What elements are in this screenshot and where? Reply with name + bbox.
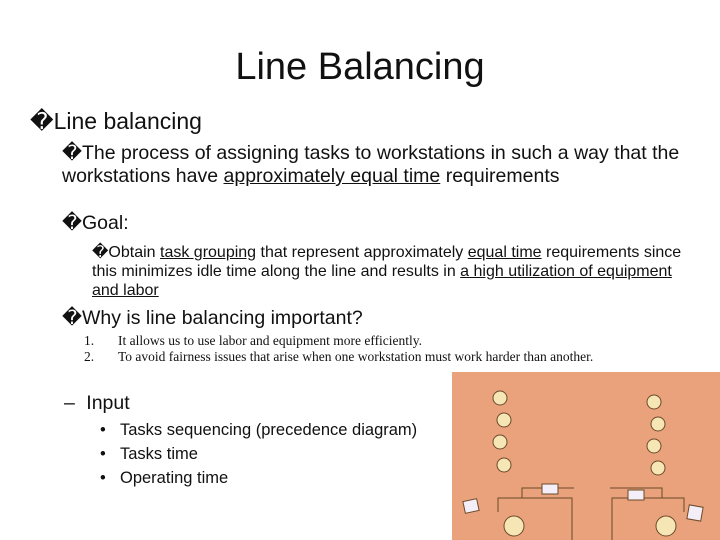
input-heading [64,391,130,415]
input-item [100,418,417,442]
slide-title: Line Balancing [235,46,485,88]
reason-item [84,349,684,365]
definition-text-before: The process of assigning tasks to workstations in such a way that the workstations have [62,142,680,187]
reason-number: 2. [84,349,95,364]
bullet-text: Line balancing [53,108,202,134]
bullet-why [62,306,363,330]
reason-text: It allows us to use labor and equipment more efficiently. [118,333,423,348]
goal-label: Goal: [82,212,129,234]
goal-underline1: task grouping [160,244,257,261]
input-item-text: Tasks time [120,445,198,463]
definition-text-after: requirements [440,165,560,187]
assembly-line-svg [452,372,720,540]
input-label: Input [86,392,130,414]
bullet-glyph: � [62,306,82,329]
bullet-glyph: � [30,109,54,135]
goal-part1: Obtain [108,244,160,261]
goal-underline2: equal time [467,244,542,261]
reason-number: 1. [84,333,95,348]
input-item-text: Tasks sequencing (precedence diagram) [120,421,418,439]
bullet-glyph: � [62,141,82,164]
bullet-definition [62,141,702,188]
input-item [100,442,417,466]
reason-item [84,333,684,349]
dot-bullet: • [100,469,106,487]
bullet-goal-detail [92,242,702,300]
bullet-line-balancing [30,108,202,135]
reasons-list [84,333,684,365]
bullet-goal [62,211,129,235]
goal-part3: requirements since this minimizes idle time along the line and results in [92,244,682,280]
dot-bullet: • [100,445,106,463]
reason-text: To avoid fairness issues that arise when one workstation must work harder than another. [118,349,594,364]
assembly-line-workers-illustration [452,372,720,540]
input-list [100,418,417,490]
bullet-glyph: � [62,211,82,234]
goal-underline3: a high utilization of equipment and labor [92,263,672,299]
input-item [100,466,417,490]
why-label: Why is line balancing important? [82,307,363,329]
definition-underlined: approximately equal time [223,165,441,187]
bullet-glyph: � [92,242,109,261]
goal-part2: that represent approximately [256,244,468,261]
input-item-text: Operating time [120,469,229,487]
dash-glyph: – [64,392,75,414]
dot-bullet: • [100,421,106,439]
